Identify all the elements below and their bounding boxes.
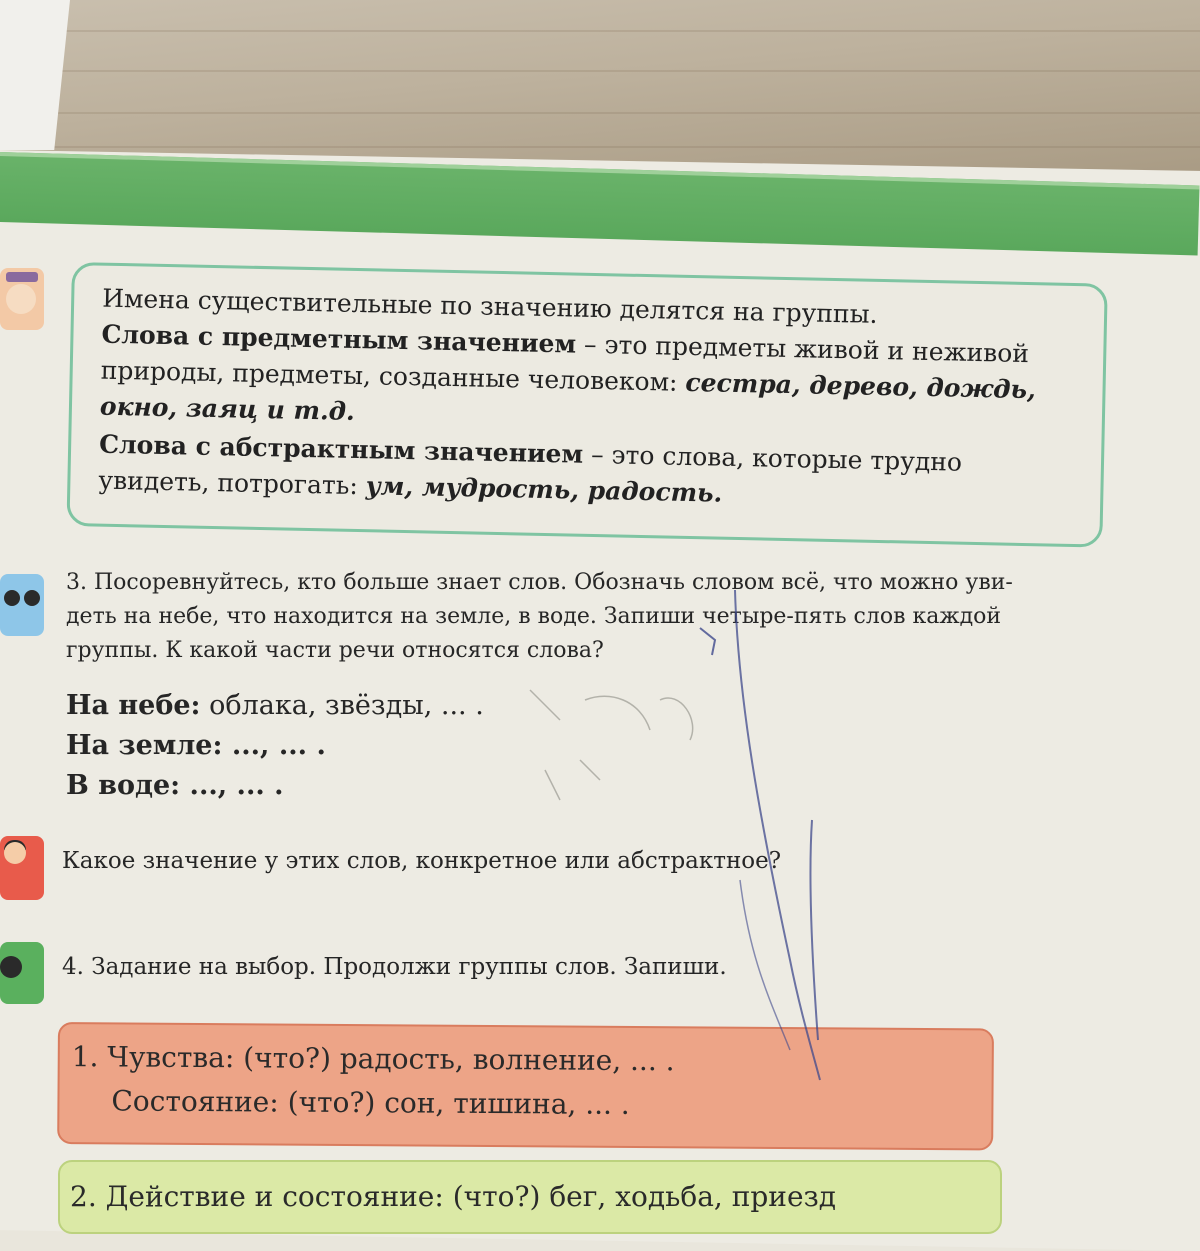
task3-line-2: деть на небе, что находится на земле, в воде. Запиши четыре-пять слов каждой	[66, 604, 1002, 629]
next-box-line: 2. Действие и состояние: (что?) бег, ходьба, приезд	[70, 1180, 837, 1213]
task-box-line-1: 1. Чувства: (что?) радость, волнение, ... .	[71, 1040, 675, 1078]
task-box-line-2: Состояние: (что?) сон, тишина, ... .	[111, 1084, 630, 1121]
sky-row: На небе: облака, звёзды, ... .	[66, 690, 484, 721]
rule-line-3: природы, предметы, созданные человеком: сестра, дерево, дождь,	[100, 355, 1037, 405]
rule-line-2: Слова с предметным значением – это предметы живой и неживой	[101, 319, 1030, 369]
rule-line-4: окно, заяц и т.д.	[99, 391, 356, 426]
pen-line-long	[735, 590, 820, 1080]
pen-line-third	[740, 880, 790, 1050]
water-row: В воде: ..., ... .	[66, 770, 284, 801]
task4-title: 4. Задание на выбор. Продолжи группы слов. Запиши.	[62, 954, 727, 980]
rule-line-6: увидеть, потрогать: ум, мудрость, радость.	[98, 465, 723, 508]
question-text: Какое значение у этих слов, конкретное или абстрактное?	[62, 848, 782, 874]
pencil-scribble	[530, 690, 693, 800]
task3-line-1: 3. Посоревнуйтесь, кто больше знает слов. Обозначь словом всё, что можно уви-	[66, 570, 1013, 595]
pen-check-mark	[700, 628, 715, 655]
rule-line-5: Слова с абстрактным значением – это слова, которые трудно	[98, 429, 963, 477]
task3-line-3: группы. К какой части речи относятся слова?	[66, 638, 604, 663]
pen-line-second	[810, 820, 818, 1040]
earth-row: На земле: ..., ... .	[66, 730, 326, 761]
rule-line-1: Имена существительные по значению делятся на группы.	[101, 283, 878, 329]
